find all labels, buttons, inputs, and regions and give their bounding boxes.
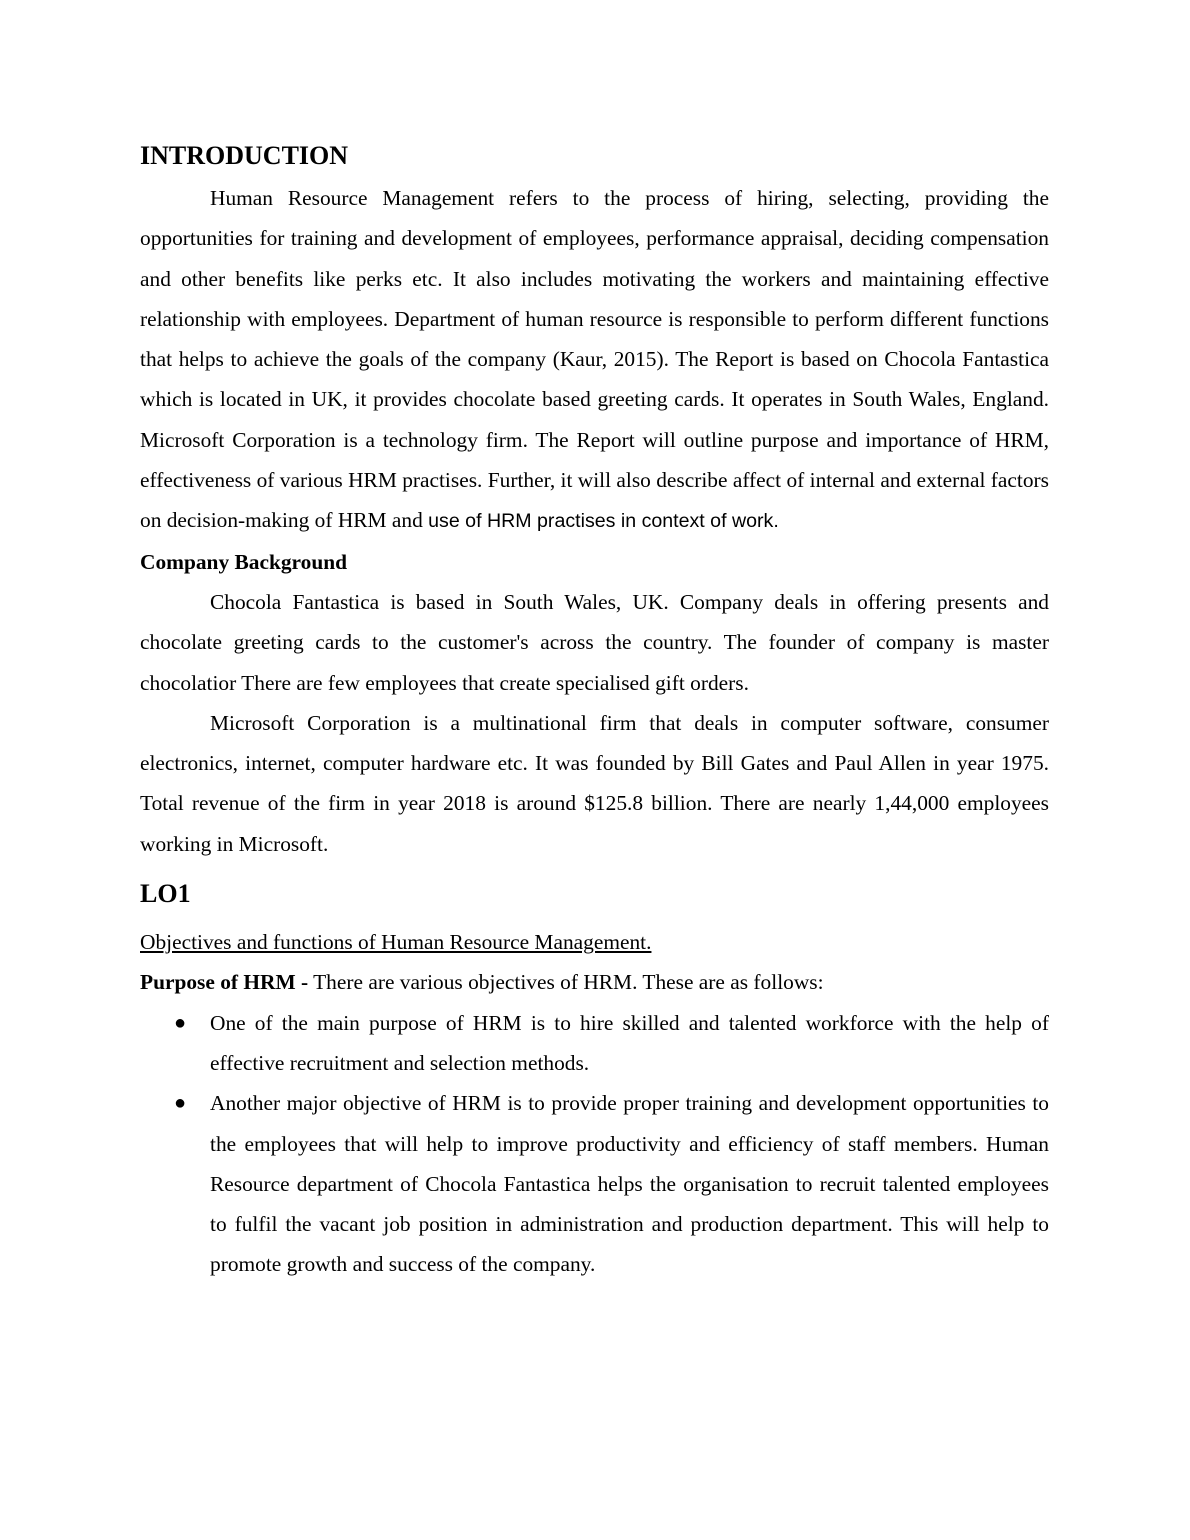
introduction-heading: INTRODUCTION (140, 141, 349, 170)
company-background-paragraph-1: Chocola Fantastica is based in South Wales, UK. Company deals in offering presents and chocolate greeting cards to the customer's across the country. The founder of company is master chocolatior There are few employees that create specialised gift orders. (140, 589, 1049, 695)
list-item (140, 1083, 1049, 1284)
list-item-text: One of the main purpose of HRM is to hire skilled and talented workforce with the help of effective recruitment and selection methods. (210, 1010, 1049, 1075)
document-page (140, 138, 1049, 1285)
purpose-of-hrm-text: There are various objectives of HRM. These are as follows: (308, 970, 824, 995)
lo1-subheading: Objectives and functions of Human Resource Management. (140, 930, 652, 955)
list-item (140, 1003, 1049, 1084)
introduction-paragraph-tail: use of HRM practises in context of work. (428, 510, 779, 533)
company-background-heading: Company Background (140, 549, 348, 574)
bullet-icon: ● (174, 1092, 187, 1115)
introduction-paragraph (140, 178, 1049, 542)
company-background-paragraph-2: Microsoft Corporation is a multinational firm that deals in computer software, consumer electronics, internet, computer hardware etc. It was founded by Bill Gates and Paul Allen in year 1975. Total revenue of the firm in year 2018 is around $125.8 billion. There are nearly 1,44,000 employees working in Microsoft. (140, 710, 1049, 856)
purpose-of-hrm-line (140, 962, 1049, 1002)
lo1-subheading-line (140, 922, 1049, 962)
list-item-text: Another major objective of HRM is to provide proper training and development opportunities to the employees that will help to improve productivity and efficiency of staff members. Human Resource department of Chocola Fantastica helps the organisation to recruit talented employees to fulfil the vacant job position in administration and production department. This will help to promote growth and success of the company. (210, 1091, 1049, 1277)
introduction-paragraph-main: Human Resource Management refers to the process of hiring, selecting, providing the opportunities for training and development of employees, performance appraisal, deciding compensation and other benefits like perks etc. It also includes motivating the workers and maintaining effective relationship with employees. Department of human resource is responsible to perform different functions that helps to achieve the goals of the company (Kaur, 2015). The Report is based on Chocola Fantastica which is located in UK, it provides chocolate based greeting cards. It operates in South Wales, England. Microsoft Corporation is a technology firm. The Report will outline purpose and importance of HRM, effectiveness of various HRM practises. Further, it will also describe affect of internal and external factors on decision-making of HRM and (140, 186, 1049, 533)
bullet-icon: ● (174, 1011, 187, 1034)
lo1-heading: LO1 (140, 879, 191, 909)
objectives-list (140, 1003, 1049, 1285)
purpose-of-hrm-label: Purpose of HRM - (140, 970, 309, 995)
